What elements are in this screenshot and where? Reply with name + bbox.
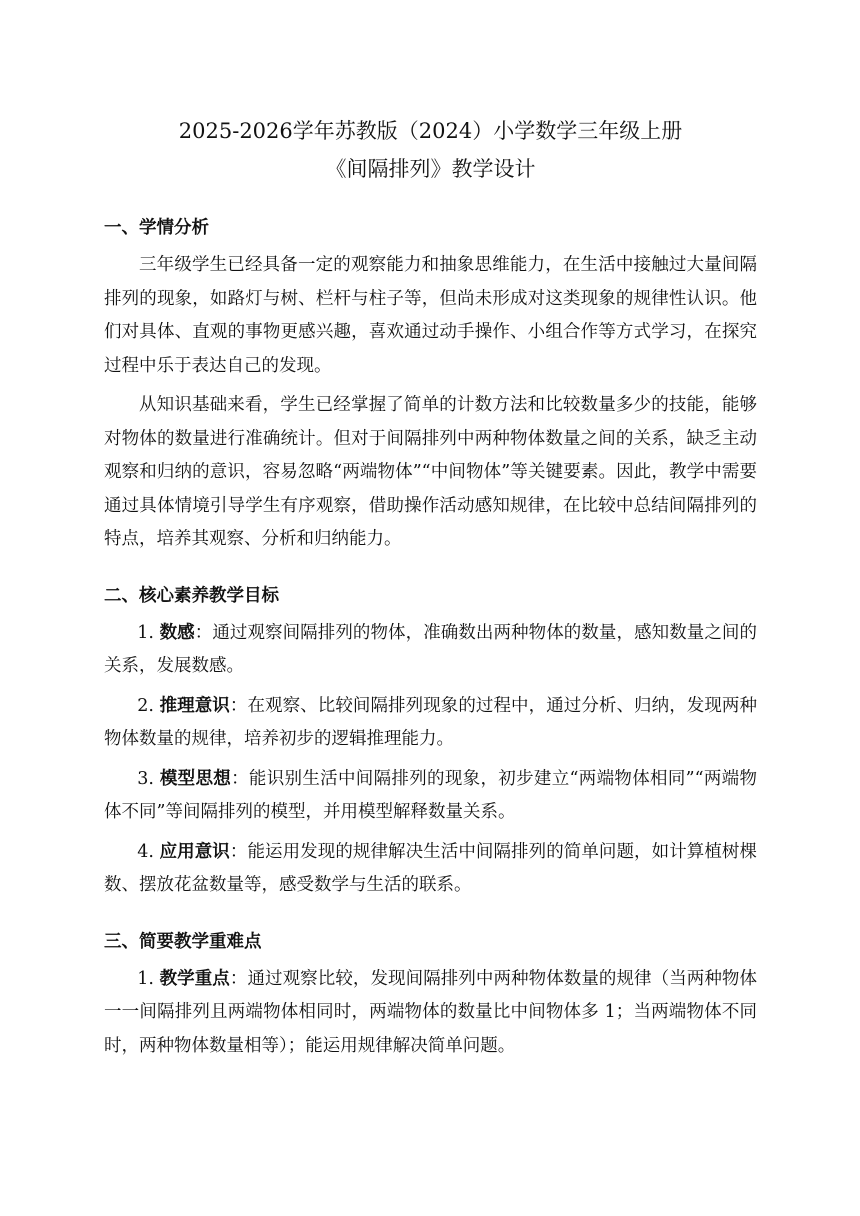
section-heading-core-literacy-goals: 二、核心素养教学目标	[104, 585, 279, 606]
key-point-number: 1.	[137, 968, 154, 989]
goal-item-number: 2.	[137, 695, 154, 716]
goal-item-text: ：能识别生活中间隔排列的现象，初步建立“两端物体相同”“两端物体不同”等间隔排列的模型，并用模型解释数量关系。	[104, 768, 757, 822]
key-point-lead: 教学重点	[159, 968, 230, 989]
section-heading-key-points: 三、简要教学重难点	[104, 931, 262, 952]
goal-item-number: 4.	[137, 841, 154, 862]
document-title-line-2: 《间隔排列》教学设计	[325, 157, 536, 181]
goal-item-application	[104, 836, 757, 903]
goal-item-lead: 数感	[159, 622, 195, 643]
goal-item-number: 3.	[137, 768, 154, 789]
key-point-teaching-focus	[104, 963, 757, 1064]
goal-item-model-thinking	[104, 763, 757, 830]
goal-item-number: 1.	[137, 622, 154, 643]
goal-item-lead: 推理意识	[159, 695, 230, 716]
learner-analysis-paragraph-2: 从知识基础来看，学生已经掌握了简单的计数方法和比较数量多少的技能，能够对物体的数量进行准确统计。但对于间隔排列中两种物体数量之间的关系，缺乏主动观察和归纳的意识，容易忽略“两端物体”“中间物体”等关键要素。因此，教学中需要通过具体情境引导学生有序观察，借助操作活动感知规律，在比较中总结间隔排列的特点，培养其观察、分析和归纳能力。	[104, 395, 757, 549]
goal-item-lead: 模型思想	[159, 768, 232, 789]
section-heading-learner-analysis: 一、学情分析	[104, 218, 209, 238]
goal-item-text: ：在观察、比较间隔排列现象的过程中，通过分析、归纳，发现两种物体数量的规律，培养初步的逻辑推理能力。	[104, 695, 757, 749]
goal-item-text: ：能运用发现的规律解决生活中间隔排列的简单问题，如计算植树棵数、摆放花盆数量等，感受数学与生活的联系。	[104, 841, 757, 895]
goal-item-reasoning	[104, 690, 757, 757]
goal-item-text: ：通过观察间隔排列的物体，准确数出两种物体的数量，感知数量之间的关系，发展数感。	[104, 622, 757, 676]
goal-item-number-sense	[104, 617, 757, 684]
document-page	[104, 113, 757, 1063]
key-point-text: ：通过观察比较，发现间隔排列中两种物体数量的规律（当两种物体一一间隔排列且两端物体相同时，两端物体的数量比中间物体多 1；当两端物体不同时，两种物体数量相等）；能运用规律解决简单问题。	[104, 968, 757, 1056]
learner-analysis-paragraph-1: 三年级学生已经具备一定的观察能力和抽象思维能力，在生活中接触过大量间隔排列的现象，如路灯与树、栏杆与柱子等，但尚未形成对这类现象的规律性认识。他们对具体、直观的事物更感兴趣，喜欢通过动手操作、小组合作等方式学习，在探究过程中乐于表达自己的发现。	[104, 255, 757, 376]
document-title-line-1: 2025-2026学年苏教版（2024）小学数学三年级上册	[178, 119, 683, 143]
goal-item-lead: 应用意识	[159, 841, 230, 862]
